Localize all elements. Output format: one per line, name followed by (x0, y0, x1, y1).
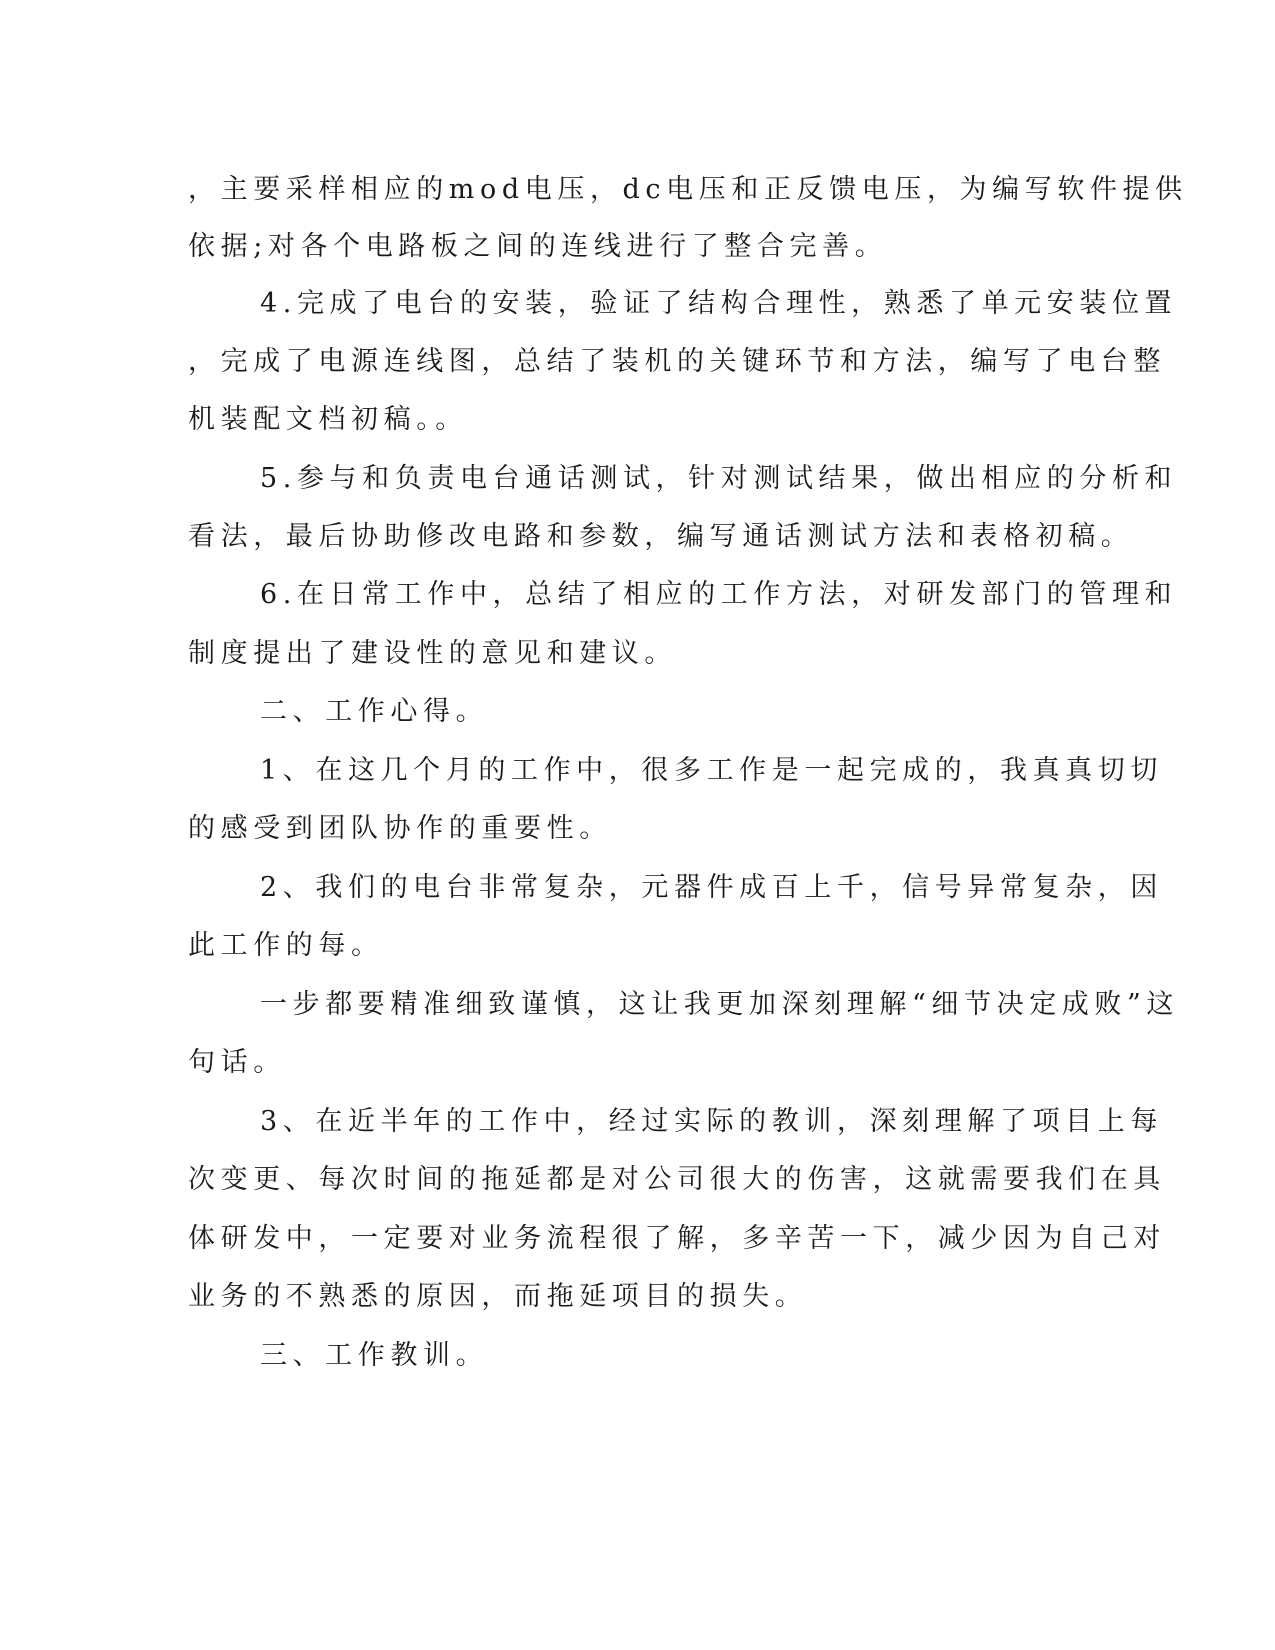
text-line: 的感受到团队协作的重要性。 (188, 813, 612, 844)
text-line: ，主要采样相应的mod电压，dc电压和正反馈电压，为编写软件提供 (188, 174, 1188, 205)
paragraph-2-line: 2、我们的电台非常复杂，元器件成百上千，信号异常复杂，因 (260, 872, 1163, 903)
section-heading-2: 二、工作心得。 (260, 696, 489, 727)
text-line: 看法，最后协助修改电路和参数，编写通话测试方法和表格初稿。 (188, 521, 1134, 552)
text-line: 此工作的每。 (188, 930, 384, 961)
text-line: 句话。 (188, 1047, 286, 1078)
paragraph-3-line: 3、在近半年的工作中，经过实际的教训，深刻理解了项目上每 (260, 1106, 1163, 1137)
text-line: 机装配文档初稿。。 (188, 404, 468, 435)
text-line: 制度提出了建设性的意见和建议。 (188, 638, 677, 669)
text-line: 业务的不熟悉的原因，而拖延项目的损失。 (188, 1281, 808, 1312)
text-line: 体研发中，一定要对业务流程很了解，多辛苦一下，减少因为自己对 (188, 1223, 1166, 1254)
section-heading-3: 三、工作教训。 (260, 1340, 489, 1371)
text-line: 依据;对各个电路板之间的连线进行了整合完善。 (188, 231, 888, 262)
text-line: 次变更、每次时间的拖延都是对公司很大的伤害，这就需要我们在具 (188, 1164, 1166, 1195)
paragraph-6-line: 6.在日常工作中，总结了相应的工作方法，对研发部门的管理和 (260, 579, 1178, 610)
paragraph-1-line: 1、在这几个月的工作中，很多工作是一起完成的，我真真切切 (260, 755, 1163, 786)
paragraph-5-line: 5.参与和负责电台通话测试，针对测试结果，做出相应的分析和 (260, 463, 1178, 494)
text-line: ，完成了电源连线图，总结了装机的关键环节和方法，编写了电台整 (188, 346, 1166, 377)
paragraph-4-line: 4.完成了电台的安装，验证了结构合理性，熟悉了单元安装位置 (260, 288, 1178, 319)
paragraph-continuation-line: 一步都要精准细致谨慎，这让我更加深刻理解“细节决定成败”这 (260, 989, 1180, 1020)
